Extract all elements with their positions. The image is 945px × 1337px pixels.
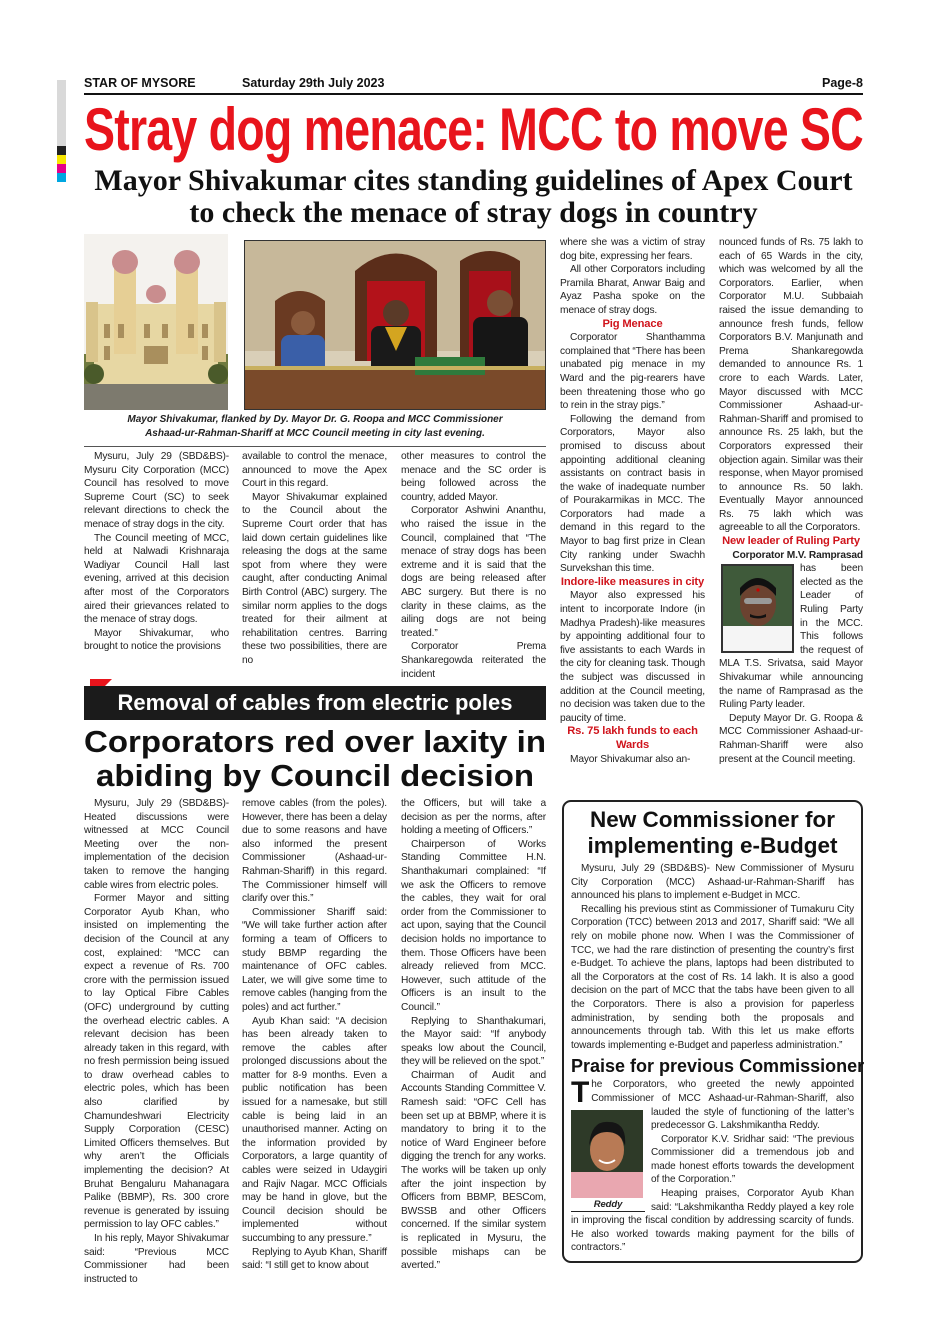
article-paragraph: Mayor also expressed his intent to incorporate Indore (in Madhya Pradesh)-like measures by appointing additional four to five assistants to each Wards in the city for cleaning task. Though the subject was discussed in addition at the Council meeting, no decision was taken due to the paucity of time. [560,590,705,724]
article-paragraph: Following the demand from Corporators, Mayor also promised to discuss about appointing additional cleaning assistants on contract basis in the wake of inadequate number of Pourakarmikas in MCC. The Corporators had made a demand in this regard to the Mayor to bag first prize in Clean City ranking under Swachh Survekshan this time. [560,413,705,575]
article-paragraph: Mysuru, July 29 (SBD&BS)- New Commissioner of Mysuru City Corporation (MCC) Ashaad-ur-Rahman-Shariff has announced his plans to implement e-Budget in MCC. [571,863,854,902]
caption-line1: Mayor Shivakumar, flanked by Dy. Mayor Dr. G. Roopa and MCC Commissioner [127,414,503,425]
page-number: Page-8 [822,76,863,90]
subheadline-line2: to check the menace of stray dogs in country [189,196,758,229]
story1-column-4 [560,236,705,766]
story2-headline-line1: Corporators red over laxity in [84,724,546,759]
registration-magenta [57,164,66,173]
article-paragraph: Deputy Mayor Dr. G. Roopa & MCC Commissioner Ashaad-ur-Rahman-Shariff were also present at the Council meeting. [719,712,863,765]
article-paragraph: nounced funds of Rs. 75 lakh to each of 65 Wards in the city, which was welcomed by all the Corporators. Earlier, when Corporator M.U. Subbaiah raised the issue demanding to announce fresh funds, fellow Corporators B.V. Manjunath and Prema Shankaregowda demanded to announce Rs. 1 crore to each Wards. Later, Mayor discussed with MCC Commissioner Ashaad-ur-Rahman-Shariff and promised to announce Rs. 25 lakh, but the Corporators expressed their objection again. Similar was their response, when Mayor promised to announce Rs. 50 lakh. Eventually Mayor announced Rs. 75 lakh which was agreeable to all the Corporators. [719,237,863,534]
article-paragraph: Corporator Shanthamma complained that “There has been unabated pig menace in my Ward and the pig-rearers have been threatening those who go to rein in the stray pigs.” [560,332,705,412]
box-headline-line1: New Commissioner for [589,807,836,832]
caption-line2: Ashaad-ur-Rahman-Shariff at MCC Council meeting in city last evening. [145,428,485,439]
ramprasad-photo [721,564,794,653]
article-paragraph: Recalling his previous stint as Commissioner of Tumakuru City Corporation (TCC) between 2013 and 2017, Shariff said: “We all rely on mobile phone now. When I was the Commissioner of TCC, we had the rare distinction of presenting the country’s first e-Budget. To achieve the plans, laptops had been distributed to all the Corporators at the cost of Rs. 14 lakh. It is also a good decision on the part of MCC that the tabs have been given to all the Corporators. There is also a provision for paperless administration, by sending both the proposals and announcements through tab. With this let us make efforts towards implementing e-Budget and paperless administration.” [571,903,854,1051]
council-meeting-photo [244,240,546,410]
main-headline-wrap [84,98,863,162]
main-headline: Stray dog menace: MCC to move SC [84,96,863,163]
article-subhead: Rs. 75 lakh funds to each Wards [567,725,698,751]
registration-gray [57,80,66,146]
registration-cyan [57,173,66,182]
caption-rule [84,446,546,447]
ramprasad-lead: Corporator M.V. Ramprasad [732,549,863,561]
article-paragraph: Mysuru, July 29 (SBD&BS)- Mysuru City Corporation (MCC) Council has resolved to move Supreme Court (SC) to seek relevant directions to check the menace of stray dogs in the city. [84,451,229,530]
story2-headline-line2: abiding by Council decision [96,758,534,793]
article-paragraph: Replying to Shanthakumari, the Mayor said: “If anybody speaks low about the Council, they will be relieved on the spot.” [401,1015,546,1068]
paper-name: STAR OF MYSORE [84,76,196,90]
article-paragraph: remove cables (from the poles). However, there has been a delay due to some reasons and have also informed the present Commissioner (Ashaad-ur-Rahman-Shariff) in this regard. The Commissioner himself will clarify over this.” [242,798,387,905]
article-paragraph: Former Mayor and sitting Corporator Ayub Khan, who insisted on implementing the decision of the Council at any cost, explained: “MCC can expect a revenue of Rs. 700 crore with the permission issued to lay Optical Fibre Cables (OFC) underground by cutting the overhead electric cables. A relevant decision has been already taken in this regard, with no fresh permission being issued to draw overhead cables to electric poles, which has been also clarified by Chamundeshwari Electricity Supply Corporation (CESC) Limited Officers themselves. But why aren’t the Officials implementing the decision? At Bruhat Bengaluru Mahanagara Palike (BBMP), Rs. 300 crore revenue is generated by issuing permission to lay OFC cables.” [84,893,229,1231]
e-budget-box [562,800,863,1263]
article-paragraph: other measures to control the menace and the SC order is being followed across the country, added Mayor. [401,451,546,503]
story1-column-1 [84,450,229,654]
story2-column-1 [84,797,229,1286]
registration-yellow [57,155,66,164]
story2-kicker: Removal of cables from electric poles [84,686,546,720]
article-paragraph: Commissioner Shariff said: “We will take further action after forming a team of Officers to study BBMP regarding the maintenance of OFC cables. Later, we will give some time to remove cables (hanging from the poles) and act further.” [242,906,387,1013]
praise-body [571,1078,854,1255]
header-rule [84,93,863,95]
article-paragraph: Chairman of Audit and Accounts Standing Committee V. Ramesh said: “OFC Cell has been set up at BBMP, where it is mandatory to bring it to the notice of Ward Engineer before digging the trench for any works. The works will be taken up only after the joint inspection by Officers from BBMP, BESCom, BWSSB and other Officers concerned. If the similar system is replicated in Mysuru, the possible mishaps can be averted.” [401,1069,546,1272]
story2-column-3 [401,797,546,1273]
photo-caption [84,413,546,441]
registration-black [57,146,66,155]
story2-headline-line1-wrap [84,725,546,759]
article-paragraph: Corporator K.V. Sridhar said: “The previous Commissioner did a tremendous job and made honest efforts towards the development of the Corporation.” [651,1133,854,1186]
article-paragraph: In his reply, Mayor Shivakumar said: “Previous MCC Commissioner had been instructed to [84,1233,229,1285]
article-paragraph: has been elected as the Leader of Ruling Party in the MCC. This follows the request of MLA T.S. Srivatsa, said Mayor Shivakumar while announcing the name of Ramprasad as the Ruling Party leader. [719,563,863,711]
drop-cap: T [571,1076,590,1110]
article-paragraph: Mysuru, July 29 (SBD&BS)- Heated discussions were witnessed at MCC Council Meeting over the non-implementation of the decision taken to remove the hanging cable wires from electric poles. [84,798,229,891]
palace-photo [84,234,228,410]
article-paragraph: Corporator Ashwini Ananthu, who raised the issue in the Council, complained that “The menace of stray dogs has been extreme and it is said that the dogs are being released after ABC surgery. But there is no clarity in these claims, as the ailing dogs are not being treated.” [401,505,546,639]
story1-column-2 [242,450,387,668]
article-paragraph: Ayub Khan said: “A decision has been already taken to remove the cables after prolonged discussions about the matter for 8-9 months. Even a public notification has been issued for a namesake, but still cable is being laid in an unauthorised manner. Acting on the information provided by Corporators, a large quantity of cables were seized in Udaygiri and Rajiv Nagar. MCC Officials may be hand in glove, but the Council decision should be implemented without succumbing to any pressure.” [242,1015,387,1244]
story1-column-5 [719,236,863,766]
reddy-photo [571,1110,643,1198]
article-paragraph: Replying to Ayub Khan, Shariff said: “I still get to know about [242,1246,387,1272]
article-subhead: Indore-like measures in city [560,575,705,588]
article-subhead: Pig Menace [602,317,663,330]
box-body [571,862,854,1052]
article-paragraph: All other Corporators including Pramila Bharat, Anwar Baig and Ayaz Pasha spoke on the menace of stray dogs. [560,264,705,316]
box-headline-line2: implementing e-Budget [587,833,838,858]
article-paragraph: Heaping praises, Corporator Ayub Khan said: “Lakshmikantha Reddy played a key role in improving the fiscal condition by addressing scarcity of funds. He also worked towards making payment for the bills of contractors.” [571,1188,854,1254]
reddy-photo-block [571,1110,645,1212]
article-paragraph: where she was a victim of stray dog bite, expressing her fears. [560,237,705,262]
reddy-caption: Reddy [571,1198,645,1212]
issue-date: Saturday 29th July 2023 [242,76,385,90]
article-paragraph: he Corporators, who greeted the newly appointed Commissioner of MCC Ashaad-ur-Rahman-Shariff, also lauded the style of functioning of the latter’s predecessor G. Lakshmikantha Reddy. [591,1079,854,1132]
story2-column-2 [242,797,387,1273]
story2-headline-line2-wrap [96,759,534,793]
article-paragraph: Chairperson of Works Standing Committee H.N. Shanthakumari complained: “If we ask the Officers to remove the cables, they wait for oral order from the Commissioner to act upon, saying that the Council decision holds no importance to them. Those Officers have been already relieved from MCC. However, such attitude of the Officers is an insult to the Council.” [401,838,546,1013]
article-subhead: New leader of Ruling Party [722,535,860,548]
article-paragraph: the Officers, but will take a decision as per the norms, after holding a meeting of Officers.” [401,798,546,837]
article-paragraph: The Council meeting of MCC, held at Nalwadi Krishnaraja Wadiyar Council Hall last evening, arrived at this decision after most of the Corporators aired their grievances related to the menace of stray dogs. [84,532,229,626]
article-paragraph: Corporator Prema Shankaregowda reiterated the incident [401,641,546,680]
subheadline-line1: Mayor Shivakumar cites standing guidelines of Apex Court [94,164,853,197]
article-paragraph: Mayor Shivakumar explained to the Council about the Supreme Court order that has laid down certain guidelines like releasing the dogs at the same spot from where they were caught, after conducting Animal Birth Control (ABC) surgery. The similar norm applies to the dogs treated for their ailment at rehabilitation centres. Barring these two possibilities, there are no [242,491,387,666]
story1-column-3 [401,450,546,681]
box-subhead: Praise for previous Commissioner [571,1056,865,1077]
article-paragraph: Mayor Shivakumar, who brought to notice the provisions [84,627,229,653]
article-paragraph: Mayor Shivakumar also an- [570,753,691,765]
article-paragraph: available to control the menace, announced to move the Apex Court in this regard. [242,451,387,490]
